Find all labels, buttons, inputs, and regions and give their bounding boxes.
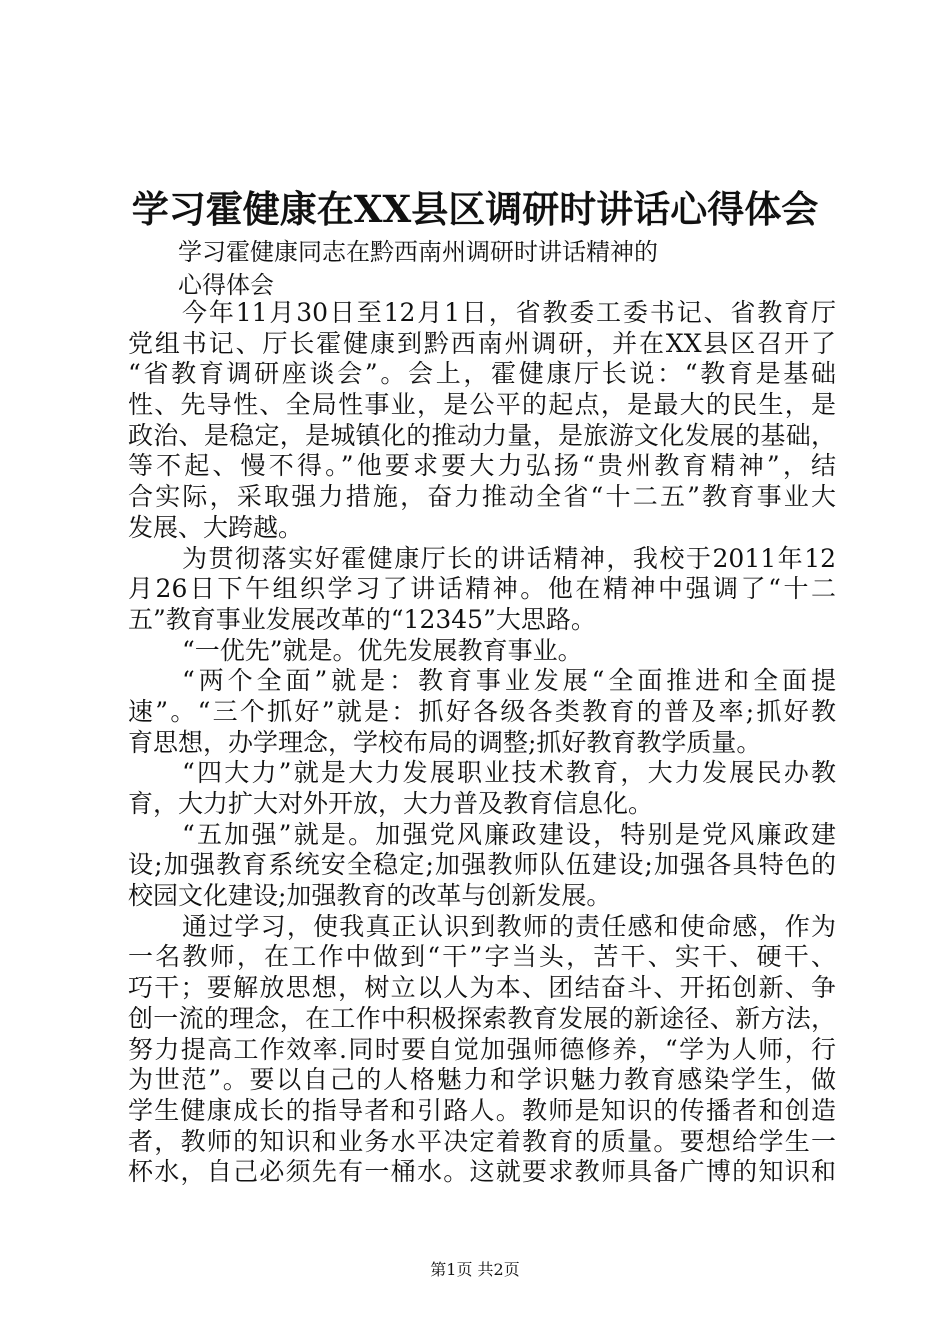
text-line: 速”。“三个抓好”就是：抓好各级各类教育的普及率;抓好教 <box>128 696 836 726</box>
text-line: 为贯彻落实好霍健康厅长的讲话精神，我校于2011年12 <box>182 543 836 573</box>
text-line: 一名教师，在工作中做到“干”字当头，苦干、实干、硬干、 <box>128 942 836 972</box>
text-line: 杯水，自己必须先有一桶水。这就要求教师具备广博的知识和 <box>128 1157 836 1187</box>
text-line: 发展、大跨越。 <box>128 512 304 542</box>
text-line: 校园文化建设;加强教育的改革与创新发展。 <box>128 881 612 911</box>
text-line: 者，教师的知识和业务水平决定着教育的质量。要想给学生一 <box>128 1126 836 1156</box>
document-body <box>128 298 836 1188</box>
page-footer: 第1页 共2页 <box>430 1260 520 1279</box>
text-line: 今年11月30日至12月1日，省教委工委书记、省教育厅 <box>182 298 836 327</box>
subtitle-line: 学习霍健康同志在黔西南州调研时讲话精神的 <box>178 238 658 266</box>
text-line: 月26日下午组织学习了讲话精神。他在精神中强调了“十二 <box>128 574 836 604</box>
text-line: “一优先”就是。优先发展教育事业。 <box>182 635 583 665</box>
text-line: “省教育调研座谈会”。会上，霍健康厅长说：“教育是基础 <box>128 359 836 389</box>
subtitle-line: 心得体会 <box>178 271 274 299</box>
text-line: “四大力”就是大力发展职业技术教育，大力发展民办教 <box>182 758 836 788</box>
text-line: 为世范”。要以自己的人格魅力和学识魅力教育感染学生，做 <box>128 1065 836 1095</box>
document-title: 学习霍健康在XX县区调研时讲话心得体会 <box>131 187 819 231</box>
text-line: 努力提高工作效率.同时要自觉加强师德修养，“学为人师，行 <box>128 1034 836 1064</box>
text-line: 等不起、慢不得。”他要求要大力弘扬“贵州教育精神”，结 <box>128 451 836 481</box>
text-line: 性、先导性、全局性事业，是公平的起点，是最大的民生，是 <box>128 390 836 420</box>
text-line: 通过学习，使我真正认识到教师的责任感和使命感，作为 <box>182 911 836 941</box>
text-line: 学生健康成长的指导者和引路人。教师是知识的传播者和创造 <box>128 1095 836 1125</box>
text-line: 育，大力扩大对外开放，大力普及教育信息化。 <box>128 789 654 818</box>
text-line: 创一流的理念，在工作中积极探索教育发展的新途径、新方法， <box>128 1003 836 1033</box>
text-line: 巧干；要解放思想，树立以人为本、团结奋斗、开拓创新、争 <box>128 973 836 1003</box>
text-line: “两个全面”就是：教育事业发展“全面推进和全面提 <box>182 666 836 696</box>
text-line: 合实际，采取强力措施，奋力推动全省“十二五”教育事业大 <box>128 482 836 512</box>
document-subtitle <box>178 236 798 302</box>
text-line: 育思想，办学理念，学校布局的调整;抓好教育教学质量。 <box>128 727 762 757</box>
text-line: 设;加强教育系统安全稳定;加强教师队伍建设;加强各具特色的 <box>128 850 836 880</box>
text-line: 五”教育事业发展改革的“12345”大思路。 <box>128 604 596 634</box>
text-line: “五加强”就是。加强党风廉政建设，特别是党风廉政建 <box>182 819 836 849</box>
text-line: 政治、是稳定，是城镇化的推动力量，是旅游文化发展的基础， <box>128 420 836 450</box>
text-line: 党组书记、厅长霍健康到黔西南州调研，并在XX县区召开了 <box>128 328 836 358</box>
